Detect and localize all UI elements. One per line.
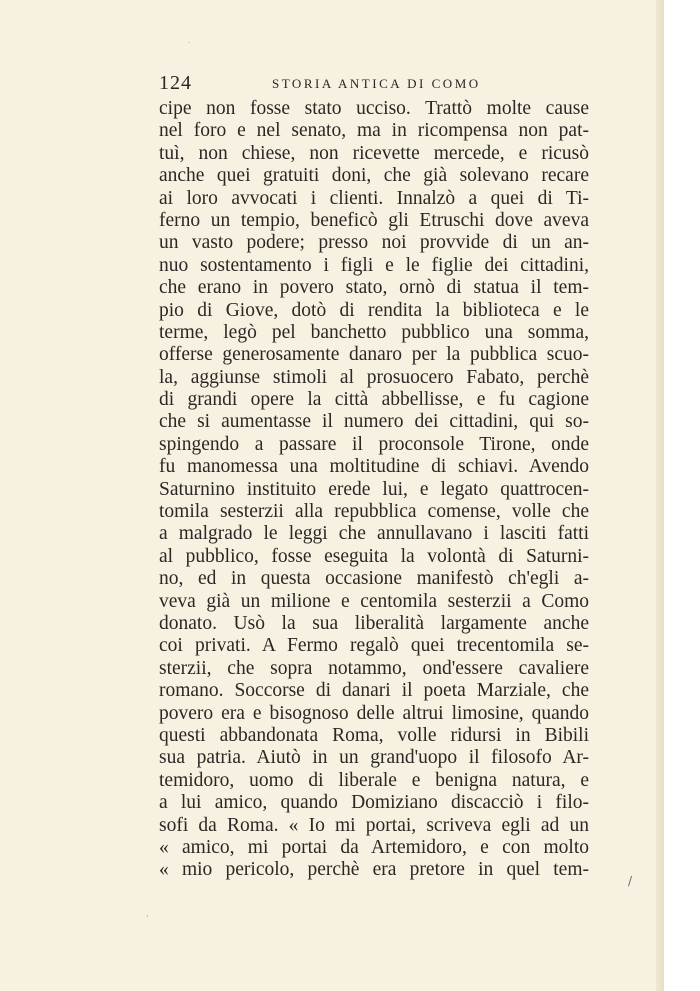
running-head — [159, 72, 589, 94]
text-line: temidoro, uomo di liberale e benigna natura, e — [159, 769, 589, 791]
text-line: a lui amico, quando Domiziano discacciò i filo- — [159, 792, 589, 814]
text-line: no, ed in questa occasione manifestò ch'egli a- — [159, 568, 589, 590]
text-line: nuo sostentamento i figli e le figlie dei cittadini, — [159, 254, 589, 276]
text-line: veva già un milione e centomila sesterzii a Como — [159, 590, 589, 612]
text-line: questi abbandonata Roma, volle ridursi in Bibili — [159, 724, 589, 746]
paper-speck: / — [628, 874, 633, 888]
text-line: « mio pericolo, perchè era pretore in quel tem- — [159, 859, 589, 881]
text-line: sterzii, che sopra notammo, ond'essere cavaliere — [159, 657, 589, 679]
text-line: tomila sesterzii alla repubblica comense, volle che — [159, 501, 589, 523]
text-line: che si aumentasse il numero dei cittadini, qui so- — [159, 411, 589, 433]
text-line: romano. Soccorse di danari il poeta Marziale, che — [159, 680, 589, 702]
running-title: STORIA ANTICA DI COMO — [272, 76, 481, 91]
text-line: di grandi opere la città abbellisse, e fu cagione — [159, 389, 589, 411]
paper-speck: · — [146, 912, 149, 921]
paper-speck: · — [188, 40, 190, 47]
text-line: pio di Giove, dotò di rendita la biblioteca e le — [159, 299, 589, 321]
text-line: la, aggiunse stimoli al prosuocero Fabato, perchè — [159, 366, 589, 388]
scan-margin — [664, 0, 700, 991]
text-line: ferno un tempio, beneficò gli Etruschi dove aveva — [159, 209, 589, 231]
body-text — [159, 98, 589, 882]
text-line: spingendo a passare il proconsole Tirone, onde — [159, 433, 589, 455]
text-line: povero era e bisognoso delle altrui limosine, quando — [159, 702, 589, 724]
text-line: al pubblico, fosse eseguita la volontà di Saturni- — [159, 545, 589, 567]
text-line: anche quei gratuiti doni, che già solevano recare — [159, 165, 589, 187]
text-line: sua patria. Aiutò in un grand'uopo il filosofo Ar- — [159, 747, 589, 769]
text-line: « amico, mi portai da Artemidoro, e con molto — [159, 836, 589, 858]
text-line: terme, legò pel banchetto pubblico una somma, — [159, 321, 589, 343]
text-line: coi privati. A Fermo regalò quei trecentomila se- — [159, 635, 589, 657]
text-line: nel foro e nel senato, ma in ricompensa non pat- — [159, 120, 589, 142]
text-line: a malgrado le leggi che annullavano i lasciti fatti — [159, 523, 589, 545]
text-line: ai loro avvocati i clienti. Innalzò a quei di Ti- — [159, 187, 589, 209]
text-line: tuì, non chiese, non ricevette mercede, e ricusò — [159, 142, 589, 164]
text-line: sofi da Roma. « Io mi portai, scriveva egli ad un — [159, 814, 589, 836]
text-line: Saturnino instituito erede lui, e legato quattrocen- — [159, 478, 589, 500]
text-line: offerse generosamente danaro per la pubblica scuo- — [159, 344, 589, 366]
text-line: che erano in povero stato, ornò di statua il tem- — [159, 277, 589, 299]
text-line: donato. Usò la sua liberalità largamente anche — [159, 612, 589, 634]
text-line: cipe non fosse stato ucciso. Trattò molte cause — [159, 98, 589, 119]
text-line: fu manomessa una moltitudine di schiavi. Avendo — [159, 456, 589, 478]
text-line: un vasto podere; presso noi provvide di un an- — [159, 232, 589, 254]
page-number: 124 — [159, 72, 192, 94]
